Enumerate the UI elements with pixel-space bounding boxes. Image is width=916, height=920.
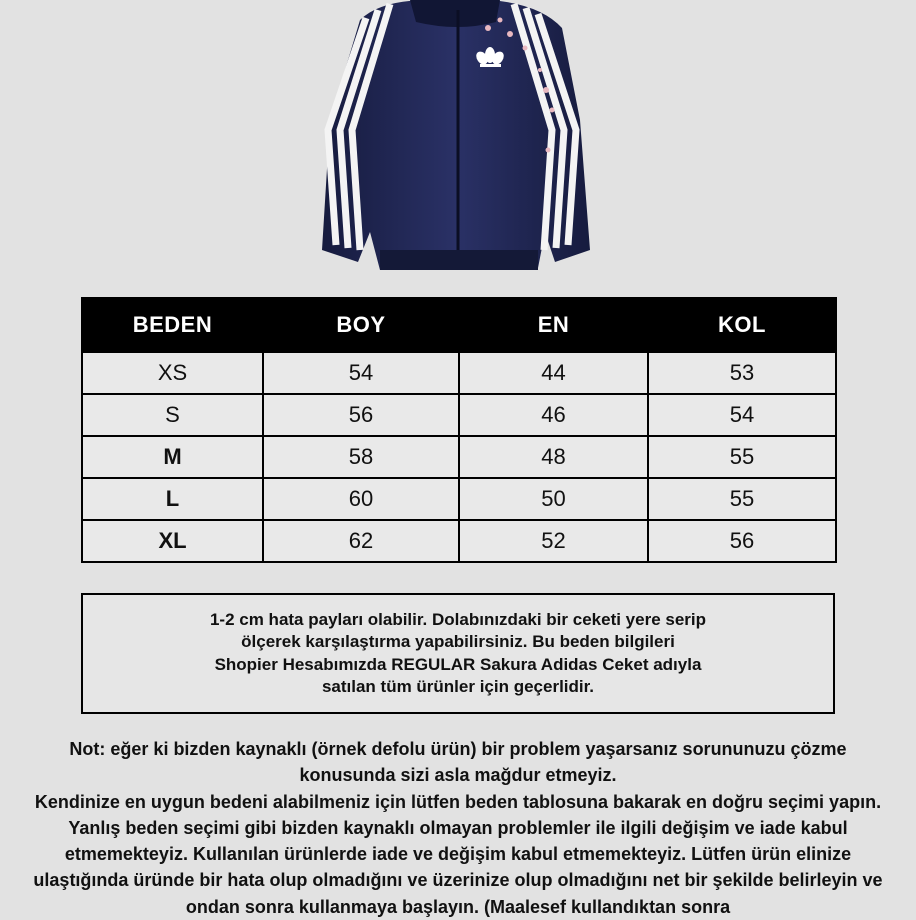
table-row <box>82 520 836 562</box>
kol-cell: 55 <box>648 436 836 478</box>
size-cell: L <box>82 478 263 520</box>
header-boy: BOY <box>263 298 459 352</box>
size-cell: S <box>82 394 263 436</box>
disclaimer-note: Not: eğer ki bizden kaynaklı (örnek defolu ürün) bir problem yaşarsanız sorununuzu çözme konusunda sizi asla mağdur etmeyiz. <box>69 739 847 786</box>
size-table <box>81 297 837 563</box>
disclaimer-policy: Kendinize en uygun bedeni alabilmeniz için lütfen beden tablosuna bakarak en doğru seçimi yapın. Yanlış beden seçimi gibi bizden kaynaklı olmayan problemler ile ilgili değişim ve iade kabul etmemekteyiz. Kullanılan ürünlerde iade ve değişim kabul etmemekteyiz. Lütfen ürün elinize ulaştığında üründe bir hata olup olmadığını ve üzerinize olup olmadığını net bir şekilde belirleyin ve ondan sonra kullanmaya başlayın. (Maalesef kullandıktan sonra <box>33 791 883 917</box>
table-row <box>82 352 836 394</box>
table-row <box>82 478 836 520</box>
en-cell: 44 <box>459 352 648 394</box>
jacket-collar <box>410 0 500 27</box>
boy-cell: 60 <box>263 478 459 520</box>
kol-cell: 54 <box>648 394 836 436</box>
en-cell: 50 <box>459 478 648 520</box>
en-cell: 46 <box>459 394 648 436</box>
en-cell: 48 <box>459 436 648 478</box>
jacket-hem <box>380 250 538 270</box>
return-policy-disclaimer <box>30 736 886 920</box>
size-cell: XL <box>82 520 263 562</box>
en-cell: 52 <box>459 520 648 562</box>
product-image <box>300 0 616 280</box>
boy-cell: 58 <box>263 436 459 478</box>
size-cell: M <box>82 436 263 478</box>
table-row <box>82 436 836 478</box>
size-cell: XS <box>82 352 263 394</box>
kol-cell: 53 <box>648 352 836 394</box>
table-row <box>82 394 836 436</box>
measurement-note-text: 1-2 cm hata payları olabilir. Dolabınızdaki bir ceketi yere serip ölçerek karşılaştırma yapabilirsiniz. Bu beden bilgileri Shopier Hesabımızda REGULAR Sakura Adidas Ceket adıyla satılan tüm ürünler için geçerlidir. <box>209 609 707 696</box>
kol-cell: 56 <box>648 520 836 562</box>
size-table-header <box>82 298 836 352</box>
header-beden: BEDEN <box>82 298 263 352</box>
measurement-note-box <box>81 593 835 714</box>
header-kol: KOL <box>648 298 836 352</box>
kol-cell: 55 <box>648 478 836 520</box>
header-en: EN <box>459 298 648 352</box>
boy-cell: 54 <box>263 352 459 394</box>
boy-cell: 56 <box>263 394 459 436</box>
boy-cell: 62 <box>263 520 459 562</box>
